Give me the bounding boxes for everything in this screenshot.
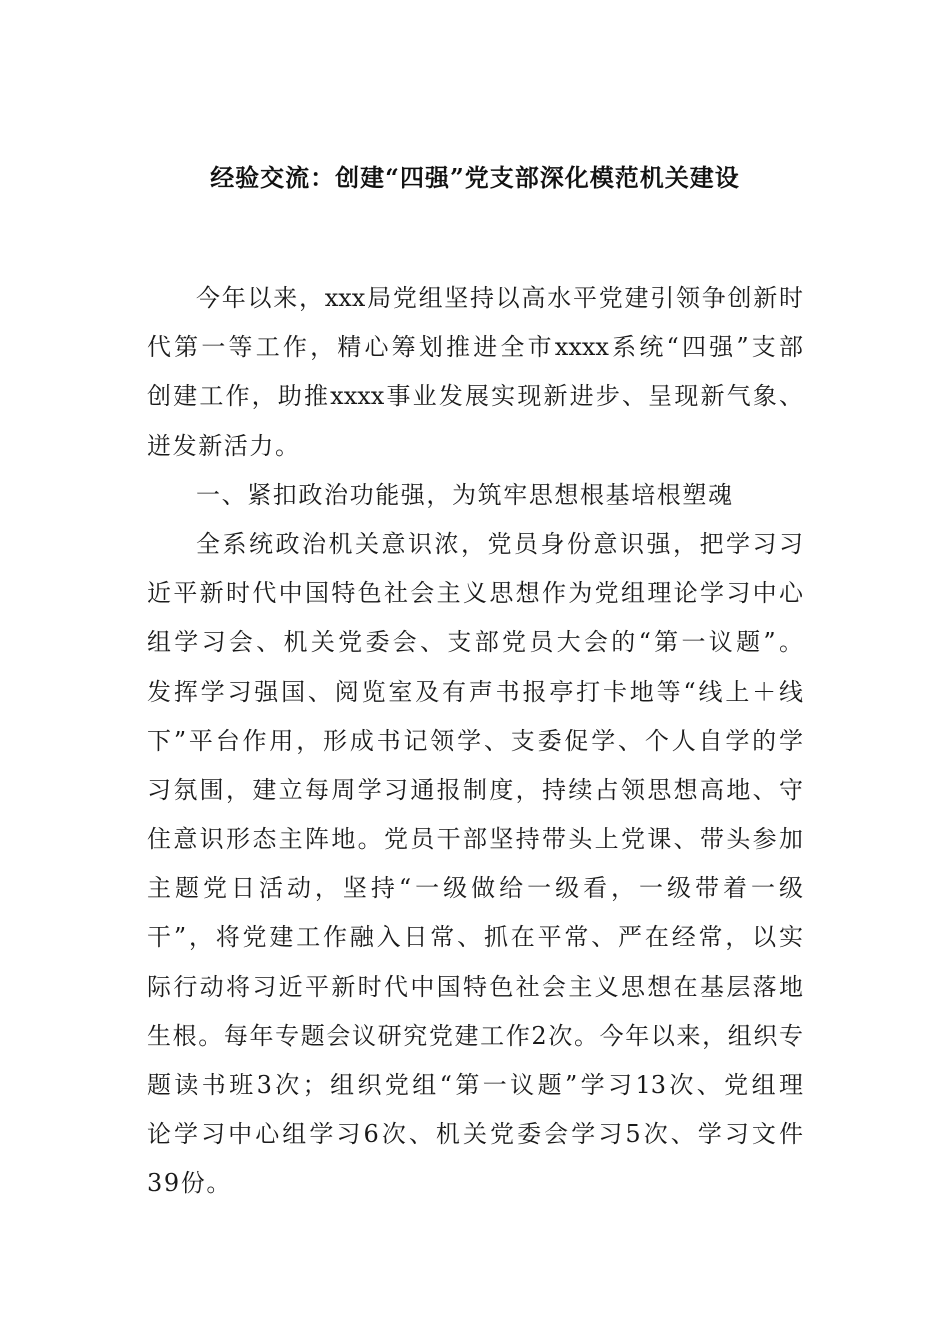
text-line: 39份。 [147,1169,232,1198]
paragraph-section-1 [147,520,803,1209]
text-line: 全系统政治机关意识浓，党员身份意识强，把学习习 [196,529,803,558]
text-line: 发挥学习强国、阅览室及有声书报亭打卡地等“线上＋线 [147,677,803,706]
text-line: 组学习会、机关党委会、支部党员大会的“第一议题”。 [147,628,803,657]
document-title: 经验交流：创建“四强”党支部深化模范机关建设 [210,163,740,192]
text-line: 下”平台作用，形成书记领学、支委促学、个人自学的学 [147,726,803,755]
paragraph-intro [147,274,803,471]
text-line: 主题党日活动，坚持“一级做给一级看，一级带着一级 [147,874,803,903]
text-line: 习氛围，建立每周学习通报制度，持续占领思想高地、守 [147,775,803,804]
text-line: 迸发新活力。 [147,431,301,460]
document-body [147,274,803,1209]
text-line: 今年以来，xxx局党组坚持以高水平党建引领争创新时 [196,284,803,312]
text-line: 际行动将习近平新时代中国特色社会主义思想在基层落地 [147,972,803,1001]
text-line: 住意识形态主阵地。党员干部坚持带头上党课、带头参加 [147,825,803,854]
text-line: 论学习中心组学习6次、机关党委会学习5次、学习文件 [147,1120,803,1149]
text-line: 干”，将党建工作融入日常、抓在平常、严在经常，以实 [147,923,803,952]
text-line: 题读书班3次；组织党组“第一议题”学习13次、党组理 [147,1071,803,1099]
text-line: 创建工作，助推xxxx事业发展实现新进步、呈现新气象、 [147,382,803,411]
text-line: 近平新时代中国特色社会主义思想作为党组理论学习中心 [147,579,803,608]
text-line: 代第一等工作，精心筹划推进全市xxxx系统“四强”支部 [147,333,803,362]
section-heading: 一、紧扣政治功能强，为筑牢思想根基培根塑魂 [196,480,734,509]
text-line: 生根。每年专题会议研究党建工作2次。今年以来，组织专 [147,1021,803,1050]
